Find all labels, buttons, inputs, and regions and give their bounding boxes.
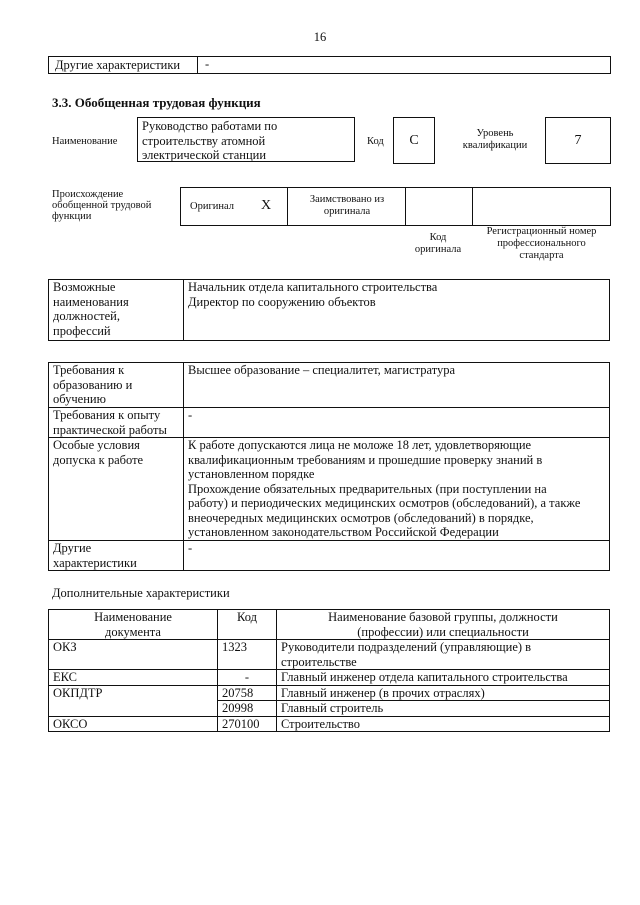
- requirement-value-line: работу) и периодических медицинских осмотров (обследований), а также: [188, 496, 581, 510]
- cell-name-line: Строительство: [281, 716, 361, 731]
- borrowed-label: [289, 194, 405, 218]
- code-original-line: оригинала: [414, 244, 462, 255]
- cell-code: 1323: [218, 640, 277, 670]
- cell-name: [277, 716, 610, 732]
- original-mark: X: [261, 198, 272, 213]
- origin-box: [180, 187, 611, 226]
- positions-values: [184, 280, 610, 341]
- top-row: [48, 56, 611, 74]
- requirement-value: [184, 541, 610, 571]
- positions-label-line: Возможные: [53, 280, 116, 294]
- code-value: C: [393, 117, 435, 164]
- requirement-value-line: установленном законодательством Российской Федерации: [188, 525, 499, 539]
- table-row: [49, 670, 610, 686]
- function-name-line: Руководство работами по: [142, 119, 278, 133]
- borrowed-label-line: оригинала: [323, 206, 371, 217]
- cell-doc: ОКСО: [49, 716, 218, 732]
- requirement-row: [49, 438, 610, 541]
- code-label: Код: [367, 136, 384, 147]
- header-code: [218, 610, 277, 640]
- cell-doc: ОКПДТР: [49, 685, 218, 716]
- cell-code: 270100: [218, 716, 277, 732]
- borrowed-label-line: Заимствовано из: [309, 194, 385, 205]
- reg-number-line: профессионального: [497, 238, 586, 249]
- positions-label: [49, 280, 184, 341]
- positions-label-line: наименования: [53, 294, 129, 309]
- requirement-label-line: допуска к работе: [53, 452, 144, 467]
- requirement-label-line: образованию и: [53, 377, 133, 392]
- code-original-label: [403, 232, 473, 256]
- requirement-value: [184, 438, 610, 541]
- top-row-value: -: [205, 57, 210, 71]
- requirement-row: [49, 541, 610, 571]
- position-item: Начальник отдела капитального строительства: [188, 280, 438, 294]
- section-title: 3.3. Обобщенная трудовая функция: [52, 95, 261, 110]
- requirement-value-line: К работе допускаются лица не моложе 18 лет, удовлетворяющие: [188, 438, 532, 452]
- cell-name-line: Руководители подразделений (управляющие) в: [281, 640, 532, 654]
- additional-header-row: [49, 610, 610, 640]
- requirement-label-line: характеристики: [53, 555, 137, 570]
- header-line: Наименование базовой группы, должности: [328, 610, 558, 624]
- code-original-line: Код: [429, 232, 447, 243]
- positions-label-line: профессий: [53, 323, 111, 338]
- cell-name-line: Главный инженер отдела капитального строительства: [281, 670, 568, 684]
- header-line: Код: [237, 610, 257, 624]
- header-line: (профессии) или специальности: [357, 624, 529, 639]
- requirement-label-line: практической работы: [53, 422, 167, 437]
- header-line: Наименование: [94, 610, 172, 624]
- requirement-value-line: квалификационным требованиям и прошедшие проверку знаний в: [188, 452, 543, 467]
- level-label-line: Уровень: [476, 128, 514, 139]
- table-row: [49, 716, 610, 732]
- requirement-label-line: Особые условия: [53, 438, 140, 452]
- function-name-line: строительству атомной: [142, 133, 266, 148]
- requirement-label: [49, 541, 184, 571]
- cell-name: [277, 685, 610, 701]
- requirements-table: [48, 362, 610, 571]
- requirement-value: [184, 363, 610, 408]
- origin-label-line: функции: [52, 211, 92, 222]
- requirement-label: [49, 438, 184, 541]
- position-item: Директор по сооружению объектов: [188, 294, 376, 309]
- cell-code: 20758: [218, 685, 277, 701]
- origin-label-line: Происхождение: [52, 189, 124, 200]
- requirement-label-line: Требования к: [53, 363, 125, 377]
- header-line: документа: [105, 624, 161, 639]
- table-row: [49, 640, 610, 670]
- name-label: Наименование: [52, 136, 118, 147]
- requirement-row: [49, 408, 610, 438]
- requirement-row: [49, 363, 610, 408]
- cell-name-line: Главный строитель: [281, 701, 384, 715]
- level-value: 7: [545, 117, 611, 164]
- positions-row: [49, 280, 610, 341]
- cell-name-line: строительстве: [281, 654, 357, 669]
- header-document: [49, 610, 218, 640]
- positions-table: [48, 279, 610, 341]
- origin-label-line: обобщенной трудовой: [52, 200, 152, 211]
- header-name: [277, 610, 610, 640]
- additional-title: Дополнительные характеристики: [52, 586, 230, 600]
- cell-name: [277, 701, 610, 717]
- requirement-label-line: обучению: [53, 392, 106, 406]
- level-label: [460, 128, 530, 152]
- cell-code: 20998: [218, 701, 277, 717]
- cell-code: -: [218, 670, 277, 686]
- requirement-value-line: Высшее образование – специалитет, магистратура: [188, 363, 456, 377]
- reg-number-line: Регистрационный номер: [486, 226, 597, 237]
- requirement-value-line: -: [188, 541, 193, 555]
- requirement-value-line: Прохождение обязательных предварительных (при поступлении на: [188, 481, 547, 496]
- level-label-line: квалификации: [462, 140, 528, 151]
- requirement-value-line: установленном порядке: [188, 467, 315, 481]
- function-name-box: [137, 117, 355, 162]
- cell-name: [277, 640, 610, 670]
- positions-label-line: должностей,: [53, 309, 120, 323]
- requirement-value-line: -: [188, 408, 193, 422]
- requirement-label-line: Требования к опыту: [53, 408, 161, 422]
- requirement-label: [49, 363, 184, 408]
- requirement-label-line: Другие: [53, 541, 92, 555]
- function-name-line: электрической станции: [142, 148, 267, 162]
- page-number: 16: [313, 30, 327, 44]
- cell-doc: ЕКС: [49, 670, 218, 686]
- origin-label: [52, 189, 151, 222]
- cell-name-line: Главный инженер (в прочих отраслях): [281, 685, 485, 700]
- reg-number-line: стандарта: [519, 250, 564, 261]
- cell-doc: ОКЗ: [49, 640, 218, 670]
- additional-table: [48, 609, 610, 732]
- cell-name: [277, 670, 610, 686]
- requirement-label: [49, 408, 184, 438]
- original-label: Оригинал: [190, 201, 234, 212]
- requirement-value-line: внеочередных медицинских осмотров (обследований) в порядке,: [188, 510, 534, 525]
- top-row-label: Другие характеристики: [55, 58, 181, 72]
- table-row: [49, 685, 610, 701]
- requirement-value: [184, 408, 610, 438]
- reg-number-label: [474, 226, 609, 262]
